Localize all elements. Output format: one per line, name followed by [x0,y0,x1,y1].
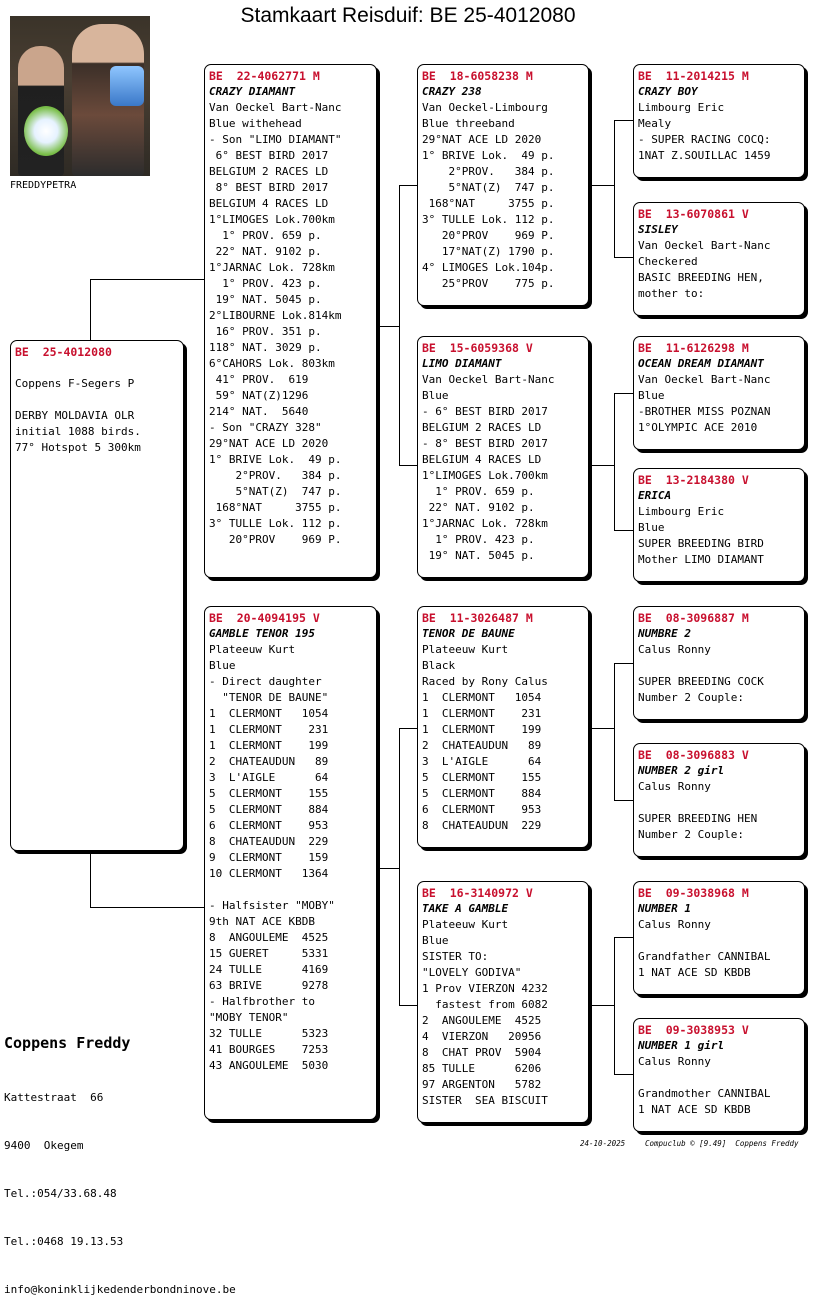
card-line: BELGIUM 4 RACES LD [209,197,329,210]
card-line: Van Oeckel Bart-Nanc [422,373,555,386]
card-line: 5 CLERMONT 155 [422,771,542,784]
card-line: 17°NAT(Z) 1790 p. [422,245,555,258]
card-line: Checkered [638,255,698,268]
connector [90,279,204,280]
connector [90,907,204,908]
ring-number: BE 20-4094195 V [209,611,320,625]
card-line: 16° PROV. 351 p. [209,325,322,338]
card-line: 6°CAHORS Lok. 803km [209,357,335,370]
sire-dam-dam-card[interactable] [633,468,805,582]
card-line: Coppens F-Segers P [15,377,135,390]
card-line: Blue [638,389,665,402]
pigeon-name: NUMBRE 2 [638,627,691,640]
card-line: 59° NAT(Z)1296 [209,389,309,402]
connector [614,1074,633,1075]
card-line: 29°NAT ACE LD 2020 [422,133,542,146]
card-line: 22° NAT. 9102 p. [422,501,535,514]
connector [589,1005,614,1006]
card-line: 5 CLERMONT 884 [209,803,329,816]
card-line: 41° PROV. 619 [209,373,309,386]
card-line: BELGIUM 2 RACES LD [209,165,329,178]
card-line: 168°NAT 3755 p. [422,197,555,210]
dam-dam-sire-card[interactable] [633,881,805,995]
card-line: Grandfather CANNIBAL [638,950,771,963]
card-line: 8 CHAT PROV 5904 [422,1046,542,1059]
ring-number: BE 16-3140972 V [422,886,533,900]
card-line: Van Oeckel Bart-Nanc [209,101,342,114]
card-line: 1 CLERMONT 199 [422,723,542,736]
page-title: Stamkaart Reisduif: BE 25-4012080 [240,4,576,27]
card-line: 1 CLERMONT 1054 [209,707,329,720]
card-line: 8 ANGOULEME 4525 [209,931,329,944]
pigeon-name: TAKE A GAMBLE [422,902,509,915]
card-line [15,392,179,408]
pigeon-name: SISLEY [638,223,678,236]
card-line: 1° PROV. 423 p. [209,277,322,290]
card-line: - Direct daughter [209,675,322,688]
card-line: 1NAT Z.SOUILLAC 1459 [638,149,771,162]
card-line: 1 CLERMONT 1054 [422,691,542,704]
connector [589,728,614,729]
connector [614,937,633,938]
card-line: fastest from 6082 [422,998,548,1011]
connector [614,530,633,531]
card-line: Limbourg Eric [638,505,725,518]
card-line: 5°NAT(Z) 747 p. [209,485,342,498]
card-line: 5°NAT(Z) 747 p. [422,181,555,194]
connector [399,728,417,729]
owner-contact [4,1058,236,1314]
card-line: 1° BRIVE Lok. 49 p. [209,453,342,466]
card-line: Blue withehead [209,117,302,130]
ring-number: BE 09-3038953 V [638,1023,749,1037]
pigeon-name: NUMBER 1 [638,902,691,915]
subject-card[interactable] [10,340,184,851]
dam-card[interactable] [204,606,377,1120]
card-line: 63 BRIVE 9278 [209,979,329,992]
card-line: SISTER TO: [422,950,489,963]
card-line [209,882,372,898]
card-line: SISTER SEA BISCUIT [422,1094,548,1107]
card-line: - 6° BEST BIRD 2017 [422,405,548,418]
connector [614,120,615,257]
card-line: 20°PROV 969 P. [422,229,555,242]
card-line: 19° NAT. 5045 p. [209,293,322,306]
card-line: - Halfsister "MOBY" [209,899,335,912]
card-line [638,658,800,674]
footer-software: Compuclub © [9.49] Coppens Freddy [645,1139,799,1148]
pigeon-name: OCEAN DREAM DIAMANT [638,357,764,370]
pigeon-name: CRAZY DIAMANT [209,85,296,98]
card-line: 77° Hotspot 5 300km [15,441,141,454]
card-line: 2 CHATEAUDUN 89 [422,739,542,752]
sire-sire-card[interactable] [417,64,589,306]
card-line: Calus Ronny [638,918,711,931]
card-line: Mealy [638,117,672,130]
card-line: 2 CHATEAUDUN 89 [209,755,329,768]
card-line: 4° LIMOGES Lok.104p. [422,261,555,274]
pigeon-name: TENOR DE BAUNE [422,627,515,640]
card-line [638,795,800,811]
sire-sire-sire-card[interactable] [633,64,805,178]
card-line: Mother LIMO DIAMANT [638,553,764,566]
card-line: 5 CLERMONT 155 [209,787,329,800]
card-line: "LOVELY GODIVA" [422,966,522,979]
card-line: 1 Prov VIERZON 4232 [422,982,548,995]
card-line: Van Oeckel Bart-Nanc [638,239,771,252]
connector [377,326,399,327]
card-line: 43 ANGOULEME 5030 [209,1059,329,1072]
card-line: 1 NAT ACE SD KBDB [638,966,751,979]
card-line: 10 CLERMONT 1364 [209,867,329,880]
card-line: 85 TULLE 6206 [422,1062,542,1075]
ring-number: BE 11-3026487 M [422,611,533,625]
card-line: 22° NAT. 9102 p. [209,245,322,258]
card-line: 1°LIMOGES Lok.700km [209,213,335,226]
card-line: 1°JARNAC Lok. 728km [422,517,548,530]
connector [399,728,400,1005]
sire-sire-dam-card[interactable] [633,202,805,316]
dam-dam-card[interactable] [417,881,589,1123]
connector [614,937,615,1074]
card-line: 1° PROV. 659 p. [209,229,322,242]
card-line: Blue [638,521,665,534]
ring-number: BE 18-6058238 M [422,69,533,83]
card-line: Limbourg Eric [638,101,725,114]
card-line: 9 CLERMONT 159 [209,851,329,864]
card-line: - Son "LIMO DIAMANT" [209,133,342,146]
footer-date: 24-10-2025 [580,1139,626,1148]
ring-number: BE 15-6059368 V [422,341,533,355]
card-line: 3 L'AIGLE 64 [209,771,329,784]
card-line: 1° PROV. 659 p. [422,485,535,498]
card-line: 19° NAT. 5045 p. [422,549,535,562]
ring-number: BE 08-3096887 M [638,611,749,625]
connector [589,185,614,186]
card-line: Black [422,659,456,672]
card-line: "MOBY TENOR" [209,1011,289,1024]
owner-phone-1: Tel.:054/33.68.48 [4,1187,117,1200]
ring-number: BE 22-4062771 M [209,69,320,83]
card-line: 1 CLERMONT 231 [209,723,329,736]
ring-number: BE 11-2014215 M [638,69,749,83]
card-line: Blue [209,659,236,672]
card-line: 1°OLYMPIC ACE 2010 [638,421,758,434]
card-line: Calus Ronny [638,780,711,793]
card-line: 2°PROV. 384 p. [422,165,555,178]
pigeon-name: CRAZY 238 [422,85,482,98]
photo-caption: FREDDYPETRA [10,180,77,191]
card-line: 5 CLERMONT 884 [422,787,542,800]
ring-number: BE 13-6070861 V [638,207,749,221]
card-line: 97 ARGENTON 5782 [422,1078,542,1091]
card-line: DERBY MOLDAVIA OLR [15,409,135,422]
ring-number: BE 25-4012080 [15,345,112,359]
card-line: 6° BEST BIRD 2017 [209,149,329,162]
card-line: Blue threeband [422,117,515,130]
sire-dam-sire-card[interactable] [633,336,805,450]
card-line: - Son "CRAZY 328" [209,421,322,434]
card-line: 8 CHATEAUDUN 229 [422,819,542,832]
connector [399,465,417,466]
card-line: Number 2 Couple: [638,828,744,841]
dam-sire-card[interactable] [417,606,589,848]
card-line: 20°PROV 969 P. [209,533,342,546]
card-line: initial 1088 birds. [15,425,141,438]
card-line: "TENOR DE BAUNE" [209,691,329,704]
card-line: 2°LIBOURNE Lok.814km [209,309,342,322]
card-line: 1° PROV. 423 p. [422,533,535,546]
card-line: 6 CLERMONT 953 [209,819,329,832]
pigeon-name: NUMBER 1 girl [638,1039,725,1052]
card-line: 2°PROV. 384 p. [209,469,342,482]
card-line: 24 TULLE 4169 [209,963,329,976]
card-line: Calus Ronny [638,1055,711,1068]
card-line: 41 BOURGES 7253 [209,1043,329,1056]
card-line: 3 L'AIGLE 64 [422,755,542,768]
card-line: -BROTHER MISS POZNAN [638,405,771,418]
card-line: Calus Ronny [638,643,711,656]
ring-number: BE 08-3096883 V [638,748,749,762]
card-line: 8° BEST BIRD 2017 [209,181,329,194]
card-line: - SUPER RACING COCQ: [638,133,771,146]
card-line: mother to: [638,287,705,300]
dam-sire-dam-card[interactable] [633,743,805,857]
card-line: 29°NAT ACE LD 2020 [209,437,329,450]
card-line: Van Oeckel-Limbourg [422,101,548,114]
connector [614,800,633,801]
connector [90,279,91,341]
connector [614,393,615,530]
card-line [638,1070,800,1086]
card-line: 4 VIERZON 20956 [422,1030,542,1043]
card-line: 6 CLERMONT 953 [422,803,542,816]
card-line: Blue [422,934,449,947]
connector [399,185,417,186]
dam-sire-sire-card[interactable] [633,606,805,720]
card-line: 1°JARNAC Lok. 728km [209,261,335,274]
owner-address-street: Kattestraat 66 [4,1091,104,1104]
card-line: SUPER BREEDING COCK [638,675,764,688]
connector [614,120,633,121]
connector [377,868,399,869]
connector [614,663,633,664]
card-line: Plateeuw Kurt [209,643,296,656]
card-line: SUPER BREEDING BIRD [638,537,764,550]
card-line: 3° TULLE Lok. 112 p. [422,213,555,226]
card-line: 118° NAT. 3029 p. [209,341,322,354]
owner-name: Coppens Freddy [4,1034,131,1052]
card-line: 2 ANGOULEME 4525 [422,1014,542,1027]
connector [614,393,633,394]
card-line: Grandmother CANNIBAL [638,1087,771,1100]
card-line: Blue [422,389,449,402]
card-line: 8 CHATEAUDUN 229 [209,835,329,848]
pigeon-name: GAMBLE TENOR 195 [209,627,315,640]
card-line: Plateeuw Kurt [422,643,509,656]
card-line: Number 2 Couple: [638,691,744,704]
ring-number: BE 09-3038968 M [638,886,749,900]
card-line: 1 NAT ACE SD KBDB [638,1103,751,1116]
card-line: Van Oeckel Bart-Nanc [638,373,771,386]
card-line: 1 CLERMONT 199 [209,739,329,752]
ring-number: BE 13-2184380 V [638,473,749,487]
card-line: Plateeuw Kurt [422,918,509,931]
card-line: SUPER BREEDING HEN [638,812,758,825]
connector [614,257,633,258]
card-line: 3° TULLE Lok. 112 p. [209,517,342,530]
owner-phone-2: Tel.:0468 19.13.53 [4,1235,124,1248]
card-line: 1° BRIVE Lok. 49 p. [422,149,555,162]
card-line: - 8° BEST BIRD 2017 [422,437,548,450]
sire-dam-card[interactable] [417,336,589,578]
card-line: 1 CLERMONT 231 [422,707,542,720]
owner-email[interactable]: info@koninklijkedenderbondninove.be [4,1283,236,1296]
owner-address-city: 9400 Okegem [4,1139,84,1152]
dam-dam-dam-card[interactable] [633,1018,805,1132]
card-line: 25°PROV 775 p. [422,277,555,290]
owner-photo [10,16,150,176]
connector [589,465,614,466]
card-line: 32 TULLE 5323 [209,1027,329,1040]
connector [614,663,615,800]
card-line: 15 GUERET 5331 [209,947,329,960]
connector [90,850,91,908]
connector [399,1005,417,1006]
card-line: Raced by Rony Calus [422,675,548,688]
card-line: 9th NAT ACE KBDB [209,915,315,928]
connector [399,185,400,465]
ring-number: BE 11-6126298 M [638,341,749,355]
pigeon-name: ERICA [638,489,672,502]
card-line: 1°LIMOGES Lok.700km [422,469,548,482]
sire-card[interactable] [204,64,377,578]
card-line: 214° NAT. 5640 [209,405,309,418]
card-line: - Halfbrother to [209,995,315,1008]
card-line: BELGIUM 4 RACES LD [422,453,542,466]
card-line [15,360,179,376]
card-line: 168°NAT 3755 p. [209,501,342,514]
pigeon-name: NUMBER 2 girl [638,764,725,777]
card-line [638,933,800,949]
pigeon-name: CRAZY BOY [638,85,698,98]
card-line: BELGIUM 2 RACES LD [422,421,542,434]
card-line: BASIC BREEDING HEN, [638,271,764,284]
pigeon-name: LIMO DIAMANT [422,357,502,370]
